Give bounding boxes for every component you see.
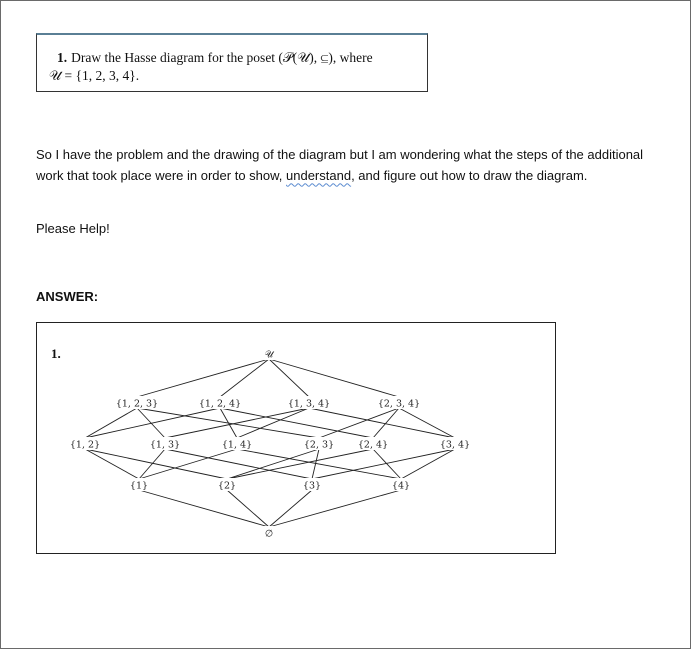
question-text-before: So I have the problem and the drawing of the diagram but I am wondering what the steps of the additional work that took place were in order to show,: [36, 147, 644, 183]
answer-heading: ANSWER:: [36, 289, 99, 304]
edge-123-12: [85, 408, 137, 438]
edge-12-1: [85, 449, 139, 479]
edge-4-E: [269, 490, 401, 527]
answer-number: 1.: [51, 346, 61, 361]
edge-124-12: [85, 408, 220, 438]
edge-14-4: [237, 449, 401, 479]
node-3: {3}: [302, 480, 322, 492]
node-14: {1, 4}: [221, 439, 253, 451]
problem-statement-box: [36, 33, 428, 92]
edges-layer: [85, 359, 455, 527]
answer-box: [36, 322, 556, 554]
edge-U-123: [137, 359, 269, 397]
edge-134-13: [165, 408, 309, 438]
node-4: {4}: [391, 480, 411, 492]
node-134: {1, 3, 4}: [287, 398, 331, 410]
node-123: {1, 2, 3}: [115, 398, 159, 410]
edge-3-E: [269, 490, 312, 527]
node-234: {2, 3, 4}: [377, 398, 421, 410]
problem-text-line2: 𝒰 = {1, 2, 3, 4}.: [49, 68, 140, 83]
question-text-after: , and figure out how to draw the diagram.: [351, 167, 588, 183]
node-U: 𝒰: [264, 349, 274, 361]
please-help-text: Please Help!: [36, 221, 110, 236]
node-2: {2}: [217, 480, 237, 492]
spelling-flag-word[interactable]: understand: [286, 167, 352, 183]
question-paragraph: [36, 145, 646, 186]
edge-13-1: [139, 449, 165, 479]
edge-124-24: [220, 408, 373, 438]
edge-34-3: [312, 449, 455, 479]
problem-text-line1: Draw the Hasse diagram for the poset (𝒫(𝒰), ⊆), where: [71, 50, 373, 65]
edge-124-14: [220, 408, 237, 438]
edge-234-34: [399, 408, 455, 438]
node-13: {1, 3}: [149, 439, 181, 451]
problem-line-1: [57, 49, 417, 67]
node-E: ∅: [264, 528, 274, 540]
nodes-layer: [66, 347, 474, 540]
node-12: {1, 2}: [69, 439, 101, 451]
hasse-diagram: [37, 323, 555, 553]
node-23: {2, 3}: [303, 439, 335, 451]
edge-12-2: [85, 449, 227, 479]
edge-U-124: [220, 359, 269, 397]
edge-34-4: [401, 449, 455, 479]
node-34: {3, 4}: [439, 439, 471, 451]
edge-1-E: [139, 490, 269, 527]
node-1: {1}: [129, 480, 149, 492]
problem-number: 1.: [57, 50, 68, 65]
node-124: {1, 2, 4}: [198, 398, 242, 410]
edge-23-2: [227, 449, 319, 479]
edge-24-2: [227, 449, 373, 479]
node-24: {2, 4}: [357, 439, 389, 451]
